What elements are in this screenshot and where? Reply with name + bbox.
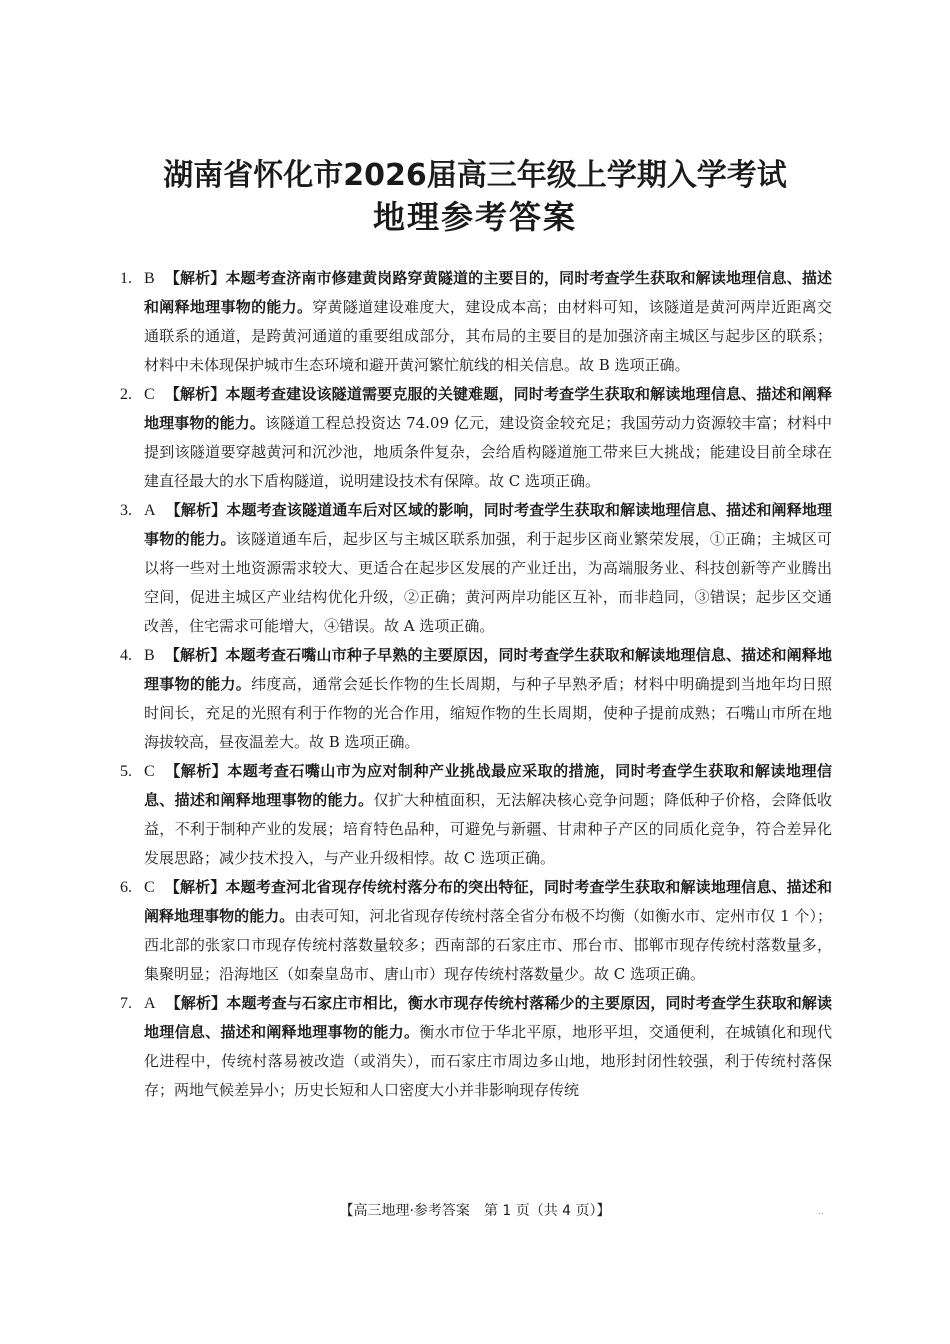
- answer-analysis-text: 由表可知，河北省现存传统村落全省分布极不均衡（如衡水市、定州市仅 1 个）；西北部的张家口市现存传统村落数量较多；西南部的石家庄市、邢台市、邯郸市现存传统村落数量多，集聚明显；沿海地区（如秦皇岛市、唐山市）现存传统村落数量少。故 C 选项正确。: [144, 907, 832, 983]
- answer-analysis-text: 纬度高，通常会延长作物的生长周期，与种子早熟矛盾；材料中明确提到当地年均日照时间长，充足的光照有利于作物的光合作用，缩短作物的生长周期，使种子提前成熟；石嘴山市所在地海拔较高，昼夜温差大。故 B 选项正确。: [144, 675, 832, 751]
- answer-number: 3.: [120, 502, 132, 519]
- answer-analysis-lead: 【解析】本题考查该隧道通车后对区域的影响，同时考查学生获取和解读地理信息、描述和阐释地理事物的能力。: [144, 501, 832, 548]
- answer-analysis-lead: 【解析】本题考查河北省现存传统村落分布的突出特征，同时考查学生获取和解读地理信息、描述和阐释地理事物的能力。: [144, 878, 832, 925]
- answer-choice: C: [144, 763, 155, 780]
- answer-choice: A: [144, 502, 156, 519]
- answer-analysis-lead: 【解析】本题考查石嘴山市种子早熟的主要原因，同时考查学生获取和解读地理信息、描述和阐释地理事物的能力。: [144, 646, 832, 693]
- answer-choice: B: [144, 270, 155, 287]
- answer-item-3: [120, 496, 832, 641]
- answer-number: 5.: [120, 763, 132, 780]
- answer-analysis-lead: 【解析】本题考查与石家庄市相比，衡水市现存传统村落稀少的主要原因，同时考查学生获取和解读地理信息、描述和阐释地理事物的能力。: [144, 994, 832, 1041]
- page-title: 湖南省怀化市2026届高三年级上学期入学考试: [163, 158, 787, 193]
- answer-item-2: [120, 380, 832, 496]
- answer-number: 4.: [120, 647, 132, 664]
- page-subtitle: 地理参考答案: [372, 198, 577, 236]
- answer-choice: A: [144, 995, 156, 1012]
- answer-analysis-lead: 【解析】本题考查济南市修建黄岗路穿黄隧道的主要目的，同时考查学生获取和解读地理信息、描述和阐释地理事物的能力。: [144, 269, 832, 316]
- answer-analysis-text: 该隧道工程总投资达 74.09 亿元，建设资金较充足；我国劳动力资源较丰富；材料中提到该隧道要穿越黄河和沉沙池，地质条件复杂，会给盾构隧道施工带来巨大挑战；能建设目前全球在建直径最大的水下盾构隧道，说明建设技术有保障。故 C 选项正确。: [144, 414, 832, 490]
- answer-analysis-text: 该隧道通车后，起步区与主城区联系加强，利于起步区商业繁荣发展，①正确；主城区可以将一些对土地资源需求较大、更适合在起步区发展的产业迁出，为高端服务业、科技创新等产业腾出空间，促进主城区产业结构优化升级，②正确；黄河两岸功能区互补，而非趋同，③错误；起步区交通改善，住宅需求可能增大，④错误。故 A 选项正确。: [144, 530, 832, 635]
- answer-analysis-text: 仅扩大种植面积，无法解决核心竞争问题；降低种子价格，会降低收益，不利于制种产业的发展；培育特色品种，可避免与新疆、甘肃种子产区的同质化竞争，符合差异化发展思路；减少技术投入，与产业升级相悖。故 C 选项正确。: [144, 791, 832, 867]
- answer-choice: B: [144, 647, 155, 664]
- footer-mark: ..: [818, 1207, 824, 1217]
- answer-item-4: [120, 641, 832, 757]
- answer-analysis-text: 穿黄隧道建设难度大，建设成本高；由材料可知，该隧道是黄河两岸近距离交通联系的通道，是跨黄河通道的重要组成部分，其布局的主要目的是加强济南主城区与起步区的联系；材料中未体现保护城市生态环境和避开黄河繁忙航线的相关信息。故 B 选项正确。: [144, 298, 832, 374]
- answer-analysis-lead: 【解析】本题考查石嘴山市为应对制种产业挑战最应采取的措施，同时考查学生获取和解读地理信息、描述和阐释地理事物的能力。: [144, 762, 832, 809]
- answer-number: 1.: [120, 270, 132, 287]
- answer-item-7: [120, 989, 832, 1105]
- answer-item-1: [120, 264, 832, 380]
- answer-list: [120, 264, 832, 1105]
- answer-analysis-text: 衡水市位于华北平原，地形平坦，交通便利，在城镇化和现代化进程中，传统村落易被改造（或消失），而石家庄市周边多山地，地形封闭性较强，利于传统村落保存；两地气候差异小；历史长短和人口密度大小并非影响现存传统: [144, 1023, 832, 1099]
- answer-choice: C: [144, 386, 155, 403]
- answer-number: 2.: [120, 386, 132, 403]
- answer-analysis-lead: 【解析】本题考查建设该隧道需要克服的关键难题，同时考查学生获取和解读地理信息、描述和阐释地理事物的能力。: [144, 385, 832, 432]
- answer-choice: C: [144, 879, 155, 896]
- answer-item-5: [120, 757, 832, 873]
- answer-number: 6.: [120, 879, 132, 896]
- page-footer: 【高三地理·参考答案 第 1 页（共 4 页）】: [339, 1203, 611, 1219]
- answer-number: 7.: [120, 995, 132, 1012]
- answer-item-6: [120, 873, 832, 989]
